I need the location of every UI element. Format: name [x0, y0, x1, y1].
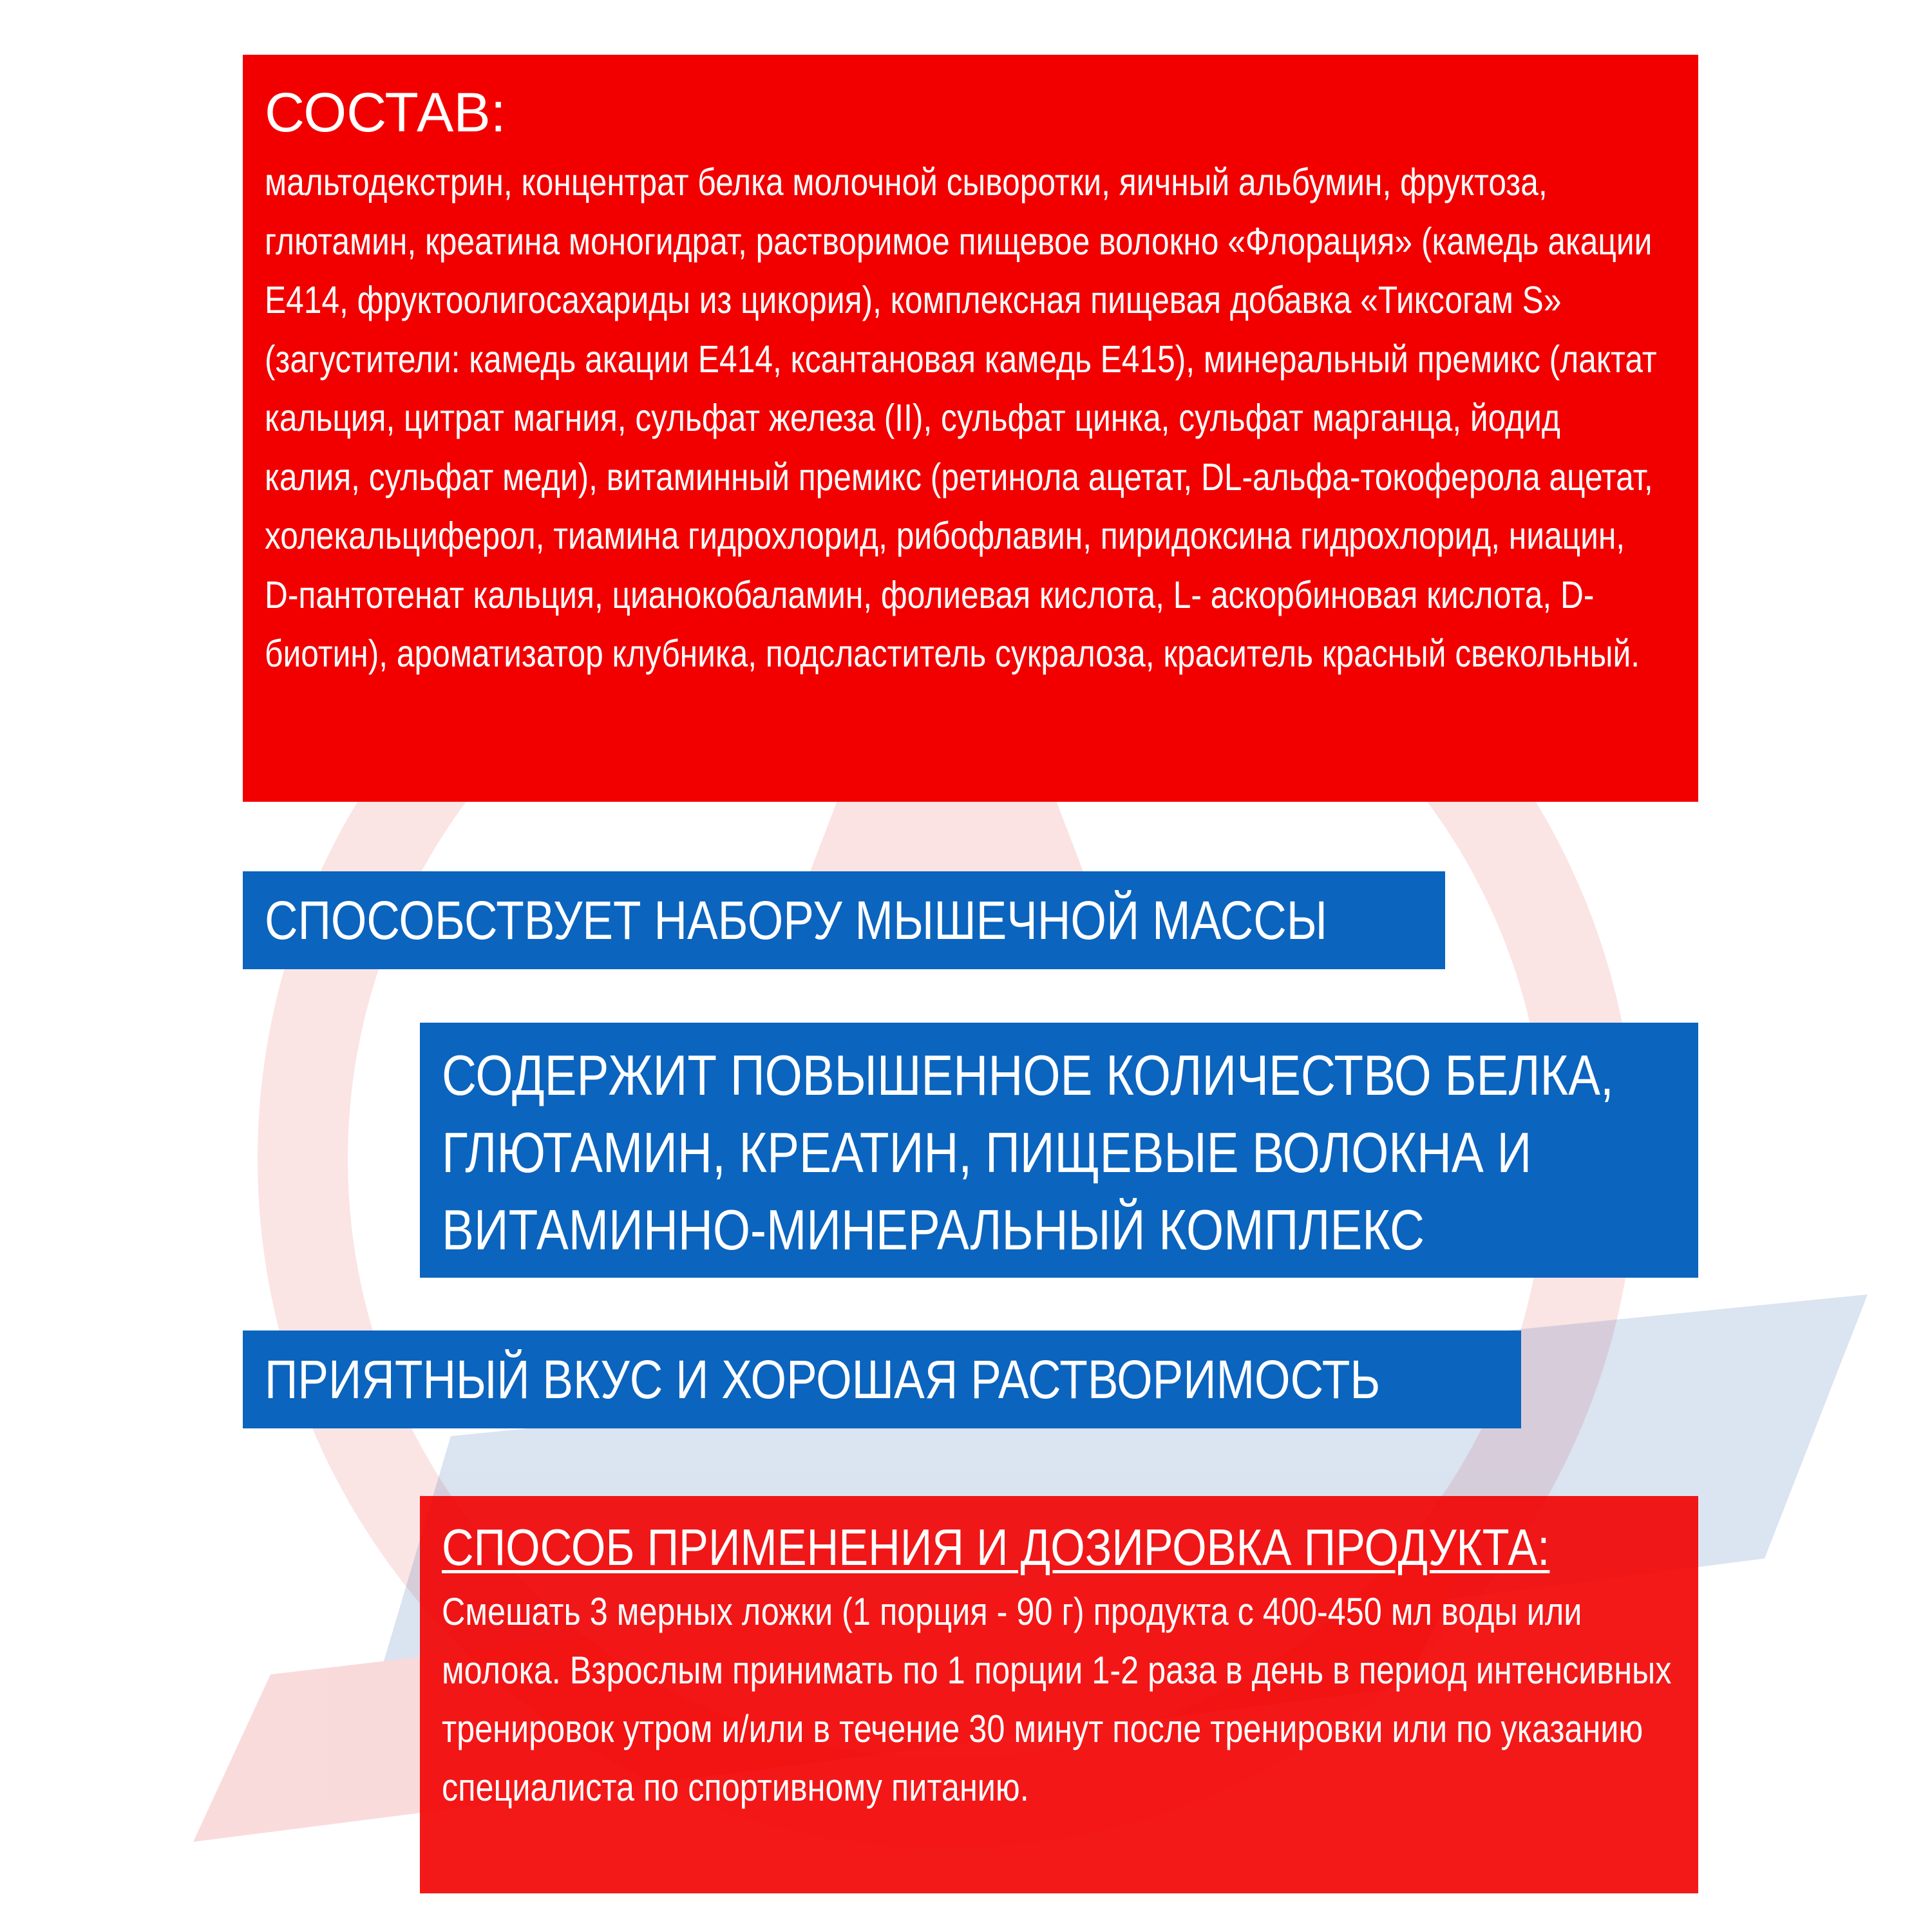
feature-text-line: ВИТАМИННО-МИНЕРАЛЬНЫЙ КОМПЛЕКС — [442, 1198, 1425, 1262]
usage-panel — [420, 1496, 1698, 1893]
composition-text: мальтодекстрин, концентрат белка молочной сыворотки, яичный альбумин, фруктоза, глютамин, креатина моногидрат, растворимое пищевое волокно «Флорация» (камедь акации Е414, фруктоолигосахариды из цикория), комплексная пищевая добавка «Тиксогам S» (загустители: камедь акации Е414, ксантановая камедь Е415), минеральный премикс (лактат кальция, цитрат магния, сульфат железа (II), сульфат цинка, сульфат марганца, йодид калия, сульфат меди), витаминный премикс (ретинола ацетат, DL-альфа-токоферола ацетат, холекальциферол, тиамина гидрохлорид, рибофлавин, пиридоксина гидрохлорид, ниацин, D-пантотенат кальция, цианокобаламин, фолиевая кислота, L- аскорбиновая кислота, D- биотин), ароматизатор клубника, подсластитель сукралоза, краситель красный свекольный. — [265, 160, 1657, 675]
usage-text: Смешать 3 мерных ложки (1 порция - 90 г) продукта с 400-450 мл воды или молока. Взрослым принимать по 1 порции 1-2 раза в день в период интенсивных тренировок утром и/или в течение 30 минут после тренировки или по указанию специалиста по спортивному питанию. — [442, 1590, 1672, 1809]
composition-heading: СОСТАВ: — [265, 82, 506, 144]
feature-text-line: ГЛЮТАМИН, КРЕАТИН, ПИЩЕВЫЕ ВОЛОКНА И — [442, 1121, 1532, 1184]
feature-text-line: СОДЕРЖИТ ПОВЫШЕННОЕ КОЛИЧЕСТВО БЕЛКА, — [442, 1043, 1614, 1107]
feature-text: ПРИЯТНЫЙ ВКУС И ХОРОШАЯ РАСТВОРИМОСТЬ — [265, 1349, 1381, 1410]
feature-band-muscle-mass — [243, 871, 1445, 969]
feature-band-ingredients — [420, 1023, 1698, 1278]
feature-text: СПОСОБСТВУЕТ НАБОРУ МЫШЕЧНОЙ МАССЫ — [265, 890, 1327, 951]
composition-panel — [243, 55, 1698, 802]
usage-heading: СПОСОБ ПРИМЕНЕНИЯ И ДОЗИРОВКА ПРОДУКТА: — [442, 1519, 1550, 1576]
feature-band-taste — [243, 1331, 1521, 1428]
